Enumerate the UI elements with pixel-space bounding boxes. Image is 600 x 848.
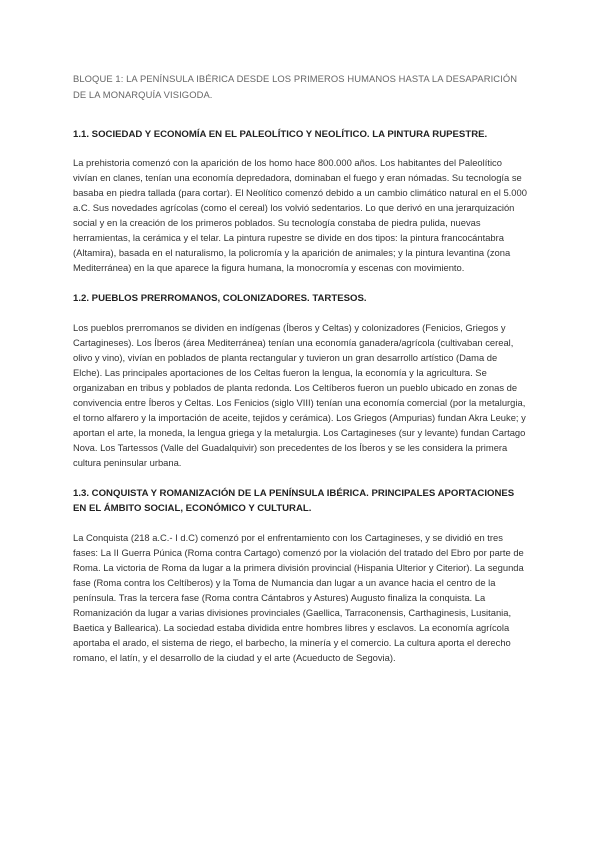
section-heading-1-3: 1.3. CONQUISTA Y ROMANIZACIÓN DE LA PENÍNSULA IBÉRICA. PRINCIPALES APORTACIONES EN EL ÁMBITO SOCIAL, ECONÓMICO Y CULTURAL.: [73, 488, 515, 514]
section-heading-1-1: 1.1. SOCIEDAD Y ECONOMÍA EN EL PALEOLÍTICO Y NEOLÍTICO. LA PINTURA RUPESTRE.: [73, 129, 488, 140]
block-title: BLOQUE 1: LA PENÍNSULA IBÉRICA DESDE LOS PRIMEROS HUMANOS HASTA LA DESAPARICIÓN DE LA MONARQUÍA VISIGODA.: [73, 73, 518, 100]
section-heading-1-2: 1.2. PUEBLOS PRERROMANOS, COLONIZADORES. TARTESOS.: [73, 293, 367, 304]
section-body-1-2: Los pueblos prerromanos se dividen en indígenas (Íberos y Celtas) y colonizadores (Fenicios, Griegos y Cartagineses). Los Íberos (área Mediterránea) tenían una economía ganadera/agrícola (cultivaban cereal, olivo y vino), vivían en poblados de planta rectangular y tuvieron un gran desarrollo artístico (Dama de Elche). Las principales aportaciones de los Celtas fueron la lengua, la economía y la agricultura. Se organizaban en tribus y poblados de planta redonda. Los Celtíberos fueron un pueblo ubicado en zonas de convivencia entre Íberos y Celtas. Los Fenicios (siglo VIII) tenían una economía comercial (por la metalurgia, el torno alfarero y la importación de aceite, tejidos y cerámica). Los Griegos (Ampurias) fundan Akra Leuke; y aportan el arte, la moneda, la lengua griega y la metalurgia. Los Cartagineses (sur y levante) fundan Cartago Nova. Los Tartessos (Valle del Guadalquivir) son precedentes de los Íberos y se les considera la primera cultura peninsular urbana.: [73, 322, 526, 468]
document-page: [73, 71, 528, 665]
section-body-1-3: La Conquista (218 a.C.- I d.C) comenzó por el enfrentamiento con los Cartagineses, y se dividió en tres fases: La II Guerra Púnica (Roma contra Cartago) comenzó por la violación del tratado del Ebro por parte de Roma. La victoria de Roma da lugar a la primera división provincial (Hispania Ulterior y Citerior). La segunda fase (Roma contra los Celtíberos) y la Toma de Numancia dan lugar a un avance hacia el centro de la península. Tras la tercera fase (Roma contra Cántabros y Astures) Augusto finaliza la conquista. La Romanización da lugar a varias divisiones provinciales (Gaellica, Tarraconensis, Carthaginesis, Lusitania, Baetica y Ballearica). La sociedad estaba dividida entre hombres libres y esclavos. La economía agrícola aportaba el arado, el sistema de riego, el barbecho, la minería y el comercio. La cultura aporta el derecho romano, el latín, y el desarrollo de la ciudad y el arte (Acueducto de Segovia).: [73, 532, 524, 663]
section-body-1-1: La prehistoria comenzó con la aparición de los homo hace 800.000 años. Los habitantes del Paleolítico vivían en clanes, tenían una economía depredadora, dominaban el fuego y eran nómadas. Su tecnología se basaba en piedra tallada (para cortar). El Neolítico comenzó debido a un cambio climático natural en el 5.000 a.C. Sus novedades agrícolas (como el cereal) los volvió sedentarios. Lo que derivó en una jerarquización social y en la creación de los primeros poblados. Su tecnología constaba de piedra pulida, nuevas herramientas, la cerámica y el telar. La pintura rupestre se divide en dos tipos: la pintura francocántabra (Altamira), basada en el naturalismo, la policromía y la aparición de animales; y la pintura levantina (zona Mediterránea) en la que aparece la figura humana, la monocromía y escenas con movimiento.: [73, 157, 527, 273]
